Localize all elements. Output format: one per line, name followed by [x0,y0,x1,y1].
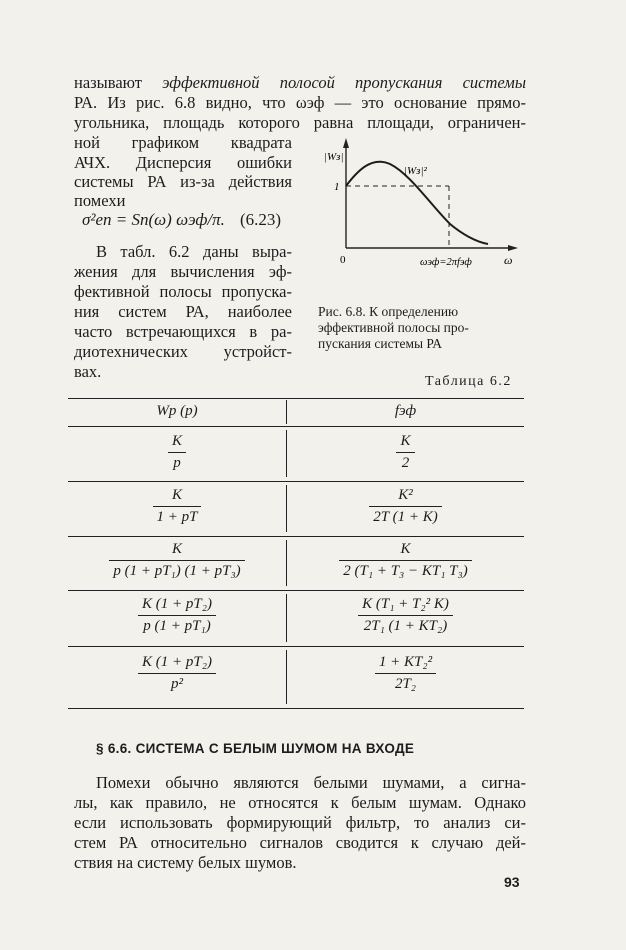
text-line: ствия на систему белых шумов. [74,853,297,872]
numerator: K [171,541,182,557]
text-line [74,73,526,93]
origin-label: 0 [340,254,346,266]
text-line: Помехи обычно являются белыми шумами, а сигна- [96,773,526,792]
text-line: помехи [74,191,126,210]
x-marker-label: ωэф=2πfэф [420,257,472,268]
fraction [168,433,186,472]
numerator: K [171,487,182,503]
table-title: Таблица 6.2 [425,374,512,389]
numerator: K (1 + pT₂) [142,596,212,612]
table-cell [287,654,524,693]
text-line: РА. Из рис. 6.8 видно, что ωэф — это основание прямо- [74,93,526,112]
text-line: часто встречающихся в ра- [74,322,292,341]
text-plain: называют [74,73,163,92]
text-line: стем РА относительно сигналов сводится к случаю дей- [74,833,526,852]
denominator: p [168,452,186,472]
table-cell [287,596,524,635]
table-rule [68,398,524,399]
table-header-right: fэф [394,403,417,419]
equation-number: (6.23) [240,210,282,229]
table-cell [287,433,524,472]
table-cell [68,654,286,693]
denominator: 2 [396,452,414,472]
denominator: 2T (1 + K) [369,506,441,526]
text-line: системы РА из-за действия [74,172,292,191]
figure-6-8 [300,136,526,276]
figure-caption-line: эффективной полосы про- [318,320,469,335]
denominator: 2T₁ (1 + KT₂) [358,615,453,635]
x-axis-label: ω [504,253,513,267]
fraction [138,654,216,693]
figure-caption-line: пускания системы РА [318,336,442,351]
numerator: K (1 + pT₂) [142,654,212,670]
numerator: K [400,541,411,557]
table-cell [68,596,286,635]
denominator: p (1 + pT₁) [138,615,216,635]
fraction [153,487,202,526]
fraction [339,541,471,580]
text-line: В табл. 6.2 даны выра- [96,242,292,261]
fraction [369,487,441,526]
table-header-left: Wр (p) [156,403,198,419]
text-line: угольника, площадь которого равна площади, ограничен- [74,113,526,132]
page-number: 93 [504,874,520,890]
text-line: лы, как правило, не относятся к белым шумам. Однако [74,793,526,812]
text-line: вах. [74,362,102,381]
text-line: если использовать формирующий фильтр, то анализ си- [74,813,526,832]
figure-caption-line: Рис. 6.8. К определению [318,304,459,319]
table-rule [68,646,524,647]
numerator: K (T₁ + T₂² K) [362,596,449,612]
text-line: фективной полосы пропуска- [74,282,292,301]
denominator: p (1 + pT₁) (1 + pT₃) [109,560,244,580]
section-heading: § 6.6. СИСТЕМА С БЕЛЫМ ШУМОМ НА ВХОДЕ [96,741,415,756]
fraction [375,654,436,693]
text-line: ной графиком квадрата [74,133,292,152]
denominator: p² [138,673,216,693]
denominator: 2 (T₁ + T₃ − KT₁ T₃) [339,560,471,580]
table-cell [68,541,286,580]
numerator: K [400,433,411,449]
table-rule [68,481,524,482]
text-italic: эффективной полосой пропускания системы [162,73,526,92]
curve-label: |Wз|² [404,165,427,177]
fraction [109,541,244,580]
table-cell [68,487,286,526]
fraction [138,596,216,635]
table-cell [287,487,524,526]
table-cell [68,433,286,472]
text-line: диотехнических устройст- [74,342,292,361]
one-label: 1 [334,181,340,193]
table-rule [68,590,524,591]
numerator: 1 + KT₂² [378,654,433,670]
text-line: ния систем РА, наиболее [74,302,292,321]
fraction [358,596,453,635]
x-axis-arrow [508,245,518,251]
numerator: K [171,433,182,449]
text-line: АЧХ. Дисперсия ошибки [74,153,292,172]
equation-body: σ²еп = Sп(ω) ωэф/π. [82,210,225,229]
text-line: жения для вычисления эф- [74,262,292,281]
denominator: 2T₂ [375,673,436,693]
y-axis-arrow [343,138,349,148]
fraction [396,433,414,472]
table-rule [68,426,524,427]
table-rule [68,536,524,537]
denominator: 1 + pT [153,506,202,526]
y-axis-label: |Wз| [324,151,344,163]
equation [82,210,225,230]
table-cell [287,541,524,580]
table-rule [68,708,524,709]
numerator: K² [398,487,413,503]
